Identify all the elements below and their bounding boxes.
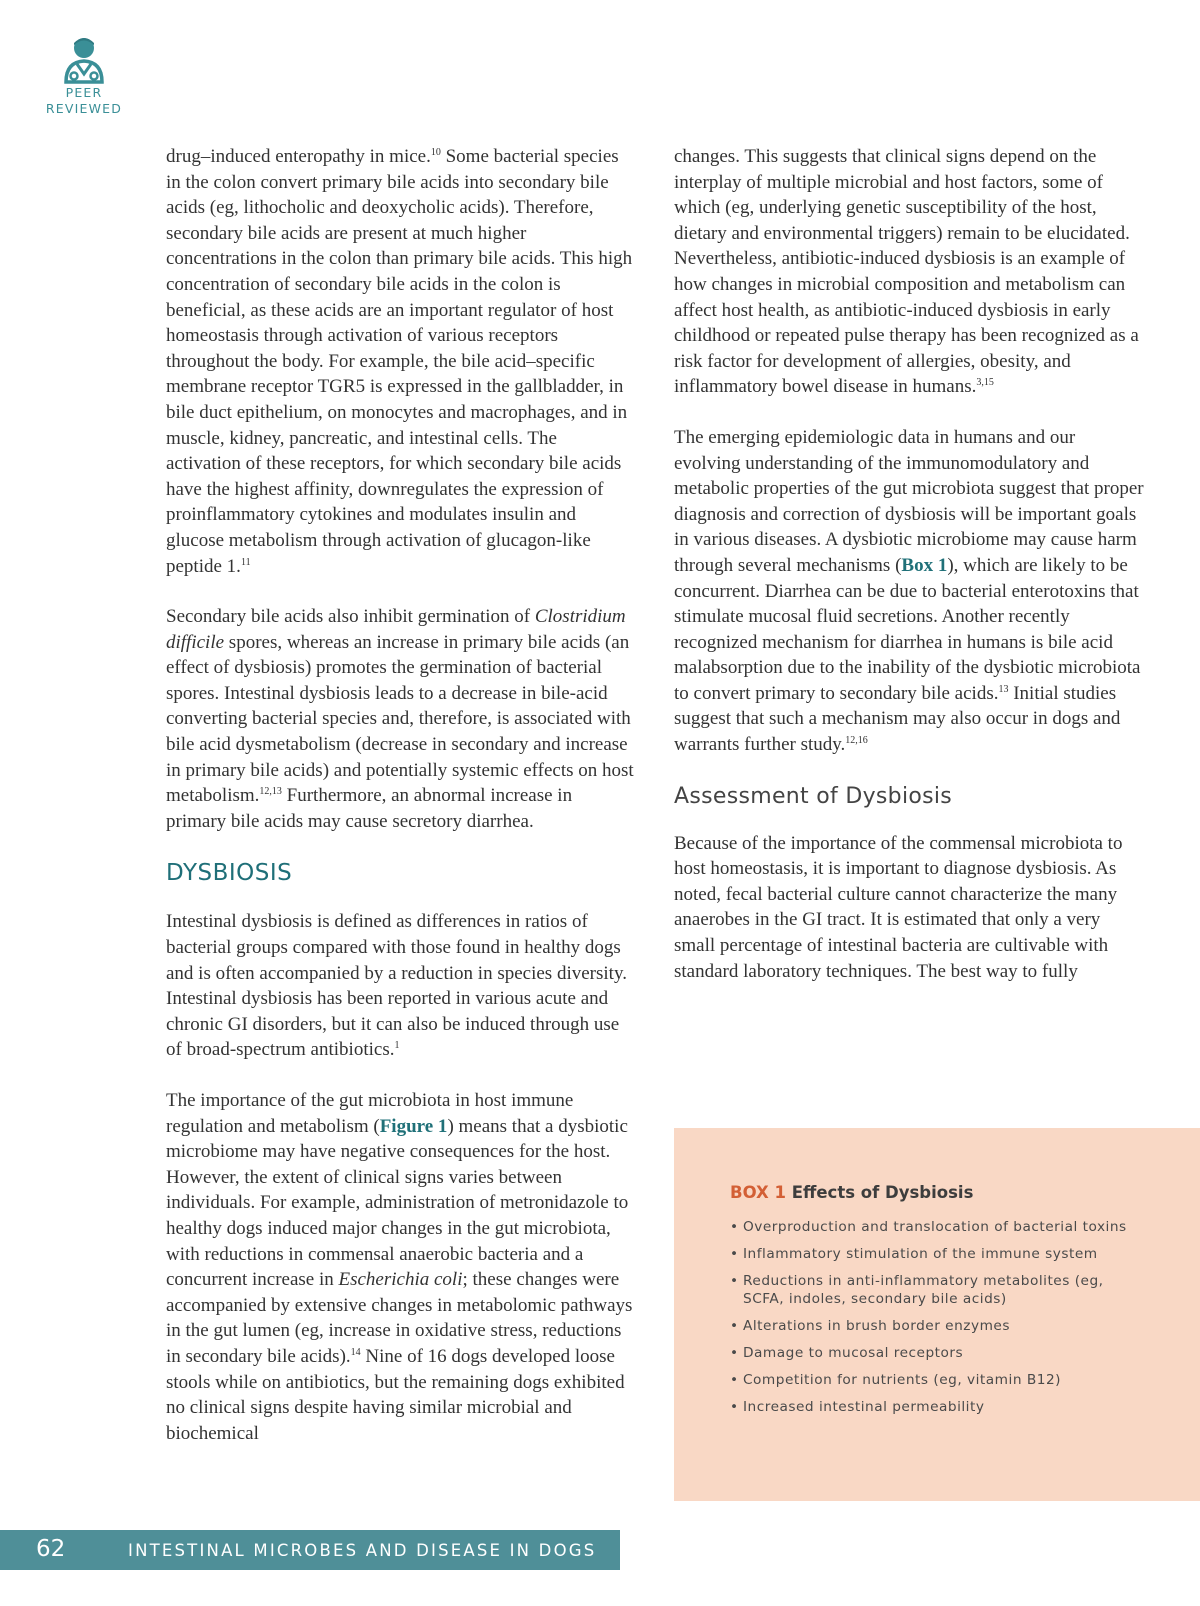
list-item: • Competition for nutrients (eg, vitamin B12) xyxy=(730,1371,1130,1389)
list-item: • Inflammatory stimulation of the immune system xyxy=(730,1245,1130,1263)
right-column xyxy=(674,144,1144,1009)
left-column xyxy=(166,144,636,1471)
right-paragraph-2: The emerging epidemiologic data in humans and our evolving understanding of the immunomodulatory and metabolic properties of the gut microbiota suggest that proper diagnosis and correction of dysbiosis will be important goals in various diseases. A dysbiotic microbiome may cause harm through several mechanisms (Box 1), which are likely to be concurrent. Diarrhea can be due to bacterial enterotoxins that stimulate mucosal fluid secretions. Another recently recognized mechanism for diarrhea in humans is bile acid malabsorption due to the inability of the dysbiotic microbiota to convert primary to secondary bile acids.$^{13}$ Initial studies suggest that such a mechanism may also occur in dogs and warrants further study.$^{12,16}$ xyxy=(674,426,1144,756)
box-title-text: Effects of Dysbiosis xyxy=(785,1183,974,1202)
running-title: INTESTINAL MICROBES AND DISEASE IN DOGS xyxy=(128,1541,597,1560)
box-label: BOX 1 xyxy=(730,1183,786,1202)
list-item: • Alterations in brush border enzymes xyxy=(730,1317,1130,1335)
page-footer xyxy=(0,1530,620,1570)
list-item: • Increased intestinal permeability xyxy=(730,1398,1130,1416)
section-heading-dysbiosis: DYSBIOSIS xyxy=(166,860,293,887)
left-paragraph-4: The importance of the gut microbiota in host immune regulation and metabolism (Figure 1) means that a dysbiotic microbiome may have negative consequences for the host. However, the extent of clinical signs varies between individuals. For example, administration of metronidazole to healthy dogs induced major changes in the gut microbiota, with reductions in commensal anaerobic bacteria and a concurrent increase in Escherichia coli; these changes were accompanied by extensive changes in metabolomic pathways in the gut lumen (eg, increase in oxidative stress, reductions in secondary bile acids).$^{14}$ Nine of 16 dogs developed loose stools while on antibiotics, but the remaining dogs exhibited no clinical signs despite having similar microbial and biochemical xyxy=(166,1090,633,1444)
reviewer-icon xyxy=(60,34,108,84)
left-paragraph-1: drug–induced enteropathy in mice.$^{10}$ Some bacterial species in the colon convert primary bile acids into secondary bile acids (eg, lithocholic and deoxycholic acids). Therefore, secondary bile acids are present at much higher concentrations in the colon than primary bile acids. This high concentration of secondary bile acids in the colon is beneficial, as these acids are an important regulator of host homeostasis through activation of various receptors throughout the body. For example, the bile acid–specific membrane receptor TGR5 is expressed in the gallbladder, in bile duct epithelium, on monocytes and macrophages, and in muscle, kidney, pancreatic, and intestinal cells. The activation of these receptors, for which secondary bile acids have the highest affinity, downregulates the expression of proinflammatory cytokines and modulates insulin and glucose metabolism through activation of glucagon-like peptide 1.11 xyxy=(166,146,633,577)
right-paragraph-3: Because of the importance of the commensal microbiota to host homeostasis, it is important to diagnose dysbiosis. As noted, fecal bacterial culture cannot characterize the many anaerobes in the GI tract. It is estimated that only a very small percentage of intestinal bacteria are cultivable with standard laboratory techniques. The best way to fully xyxy=(674,832,1123,982)
list-item: • Damage to mucosal receptors xyxy=(730,1344,1130,1362)
box-1-effects-of-dysbiosis xyxy=(674,1128,1200,1501)
peer-reviewed-badge xyxy=(36,34,132,116)
figure-1-link[interactable]: Figure 1 xyxy=(379,1115,448,1137)
left-paragraph-2: Secondary bile acids also inhibit germination of Clostridium difficile spores, whereas an increase in primary bile acids (an effect of dysbiosis) promotes the germination of bacterial spores. Intestinal dysbiosis leads to a decrease in bile-acid converting bacterial species and, therefore, is associated with bile acid dysmetabolism (decrease in secondary and increase in primary bile acids) and potentially systemic effects on host metabolism.$^{12,13}$ Furthermore, an abnormal increase in primary bile acids may cause secretory diarrhea. xyxy=(166,606,634,832)
list-item: • Overproduction and translocation of bacterial toxins xyxy=(730,1218,1130,1236)
badge-line-2: REVIEWED xyxy=(45,101,123,116)
list-item: • Reductions in anti-inflammatory metabolites (eg, SCFA, indoles, secondary bile acids) xyxy=(730,1272,1130,1308)
section-heading-assessment: Assessment of Dysbiosis xyxy=(674,783,953,809)
left-paragraph-3: Intestinal dysbiosis is defined as differences in ratios of bacterial groups compared with those found in healthy dogs and is often accompanied by a reduction in species diversity. Intestinal dysbiosis has been reported in various acute and chronic GI disorders, but it can also be induced through use of broad-spectrum antibiotics.$^1$ xyxy=(166,911,627,1061)
box-1-link[interactable]: Box 1 xyxy=(901,554,948,576)
right-paragraph-1: changes. This suggests that clinical signs depend on the interplay of multiple microbial and host factors, some of which (eg, underlying genetic susceptibility of the host, dietary and environmental triggers) remain to be elucidated. Nevertheless, antibiotic-induced dysbiosis is an example of how changes in microbial composition and metabolism can affect host health, as antibiotic-induced dysbiosis in early childhood or repeated pulse therapy has been recognized as a risk factor for development of allergies, obesity, and inflammatory bowel disease in humans.$^{3,15}$ xyxy=(674,146,1139,398)
page-number: 62 xyxy=(36,1536,66,1562)
badge-line-1: PEER xyxy=(65,85,103,100)
box-list xyxy=(730,1218,1130,1425)
box-title xyxy=(730,1183,973,1202)
